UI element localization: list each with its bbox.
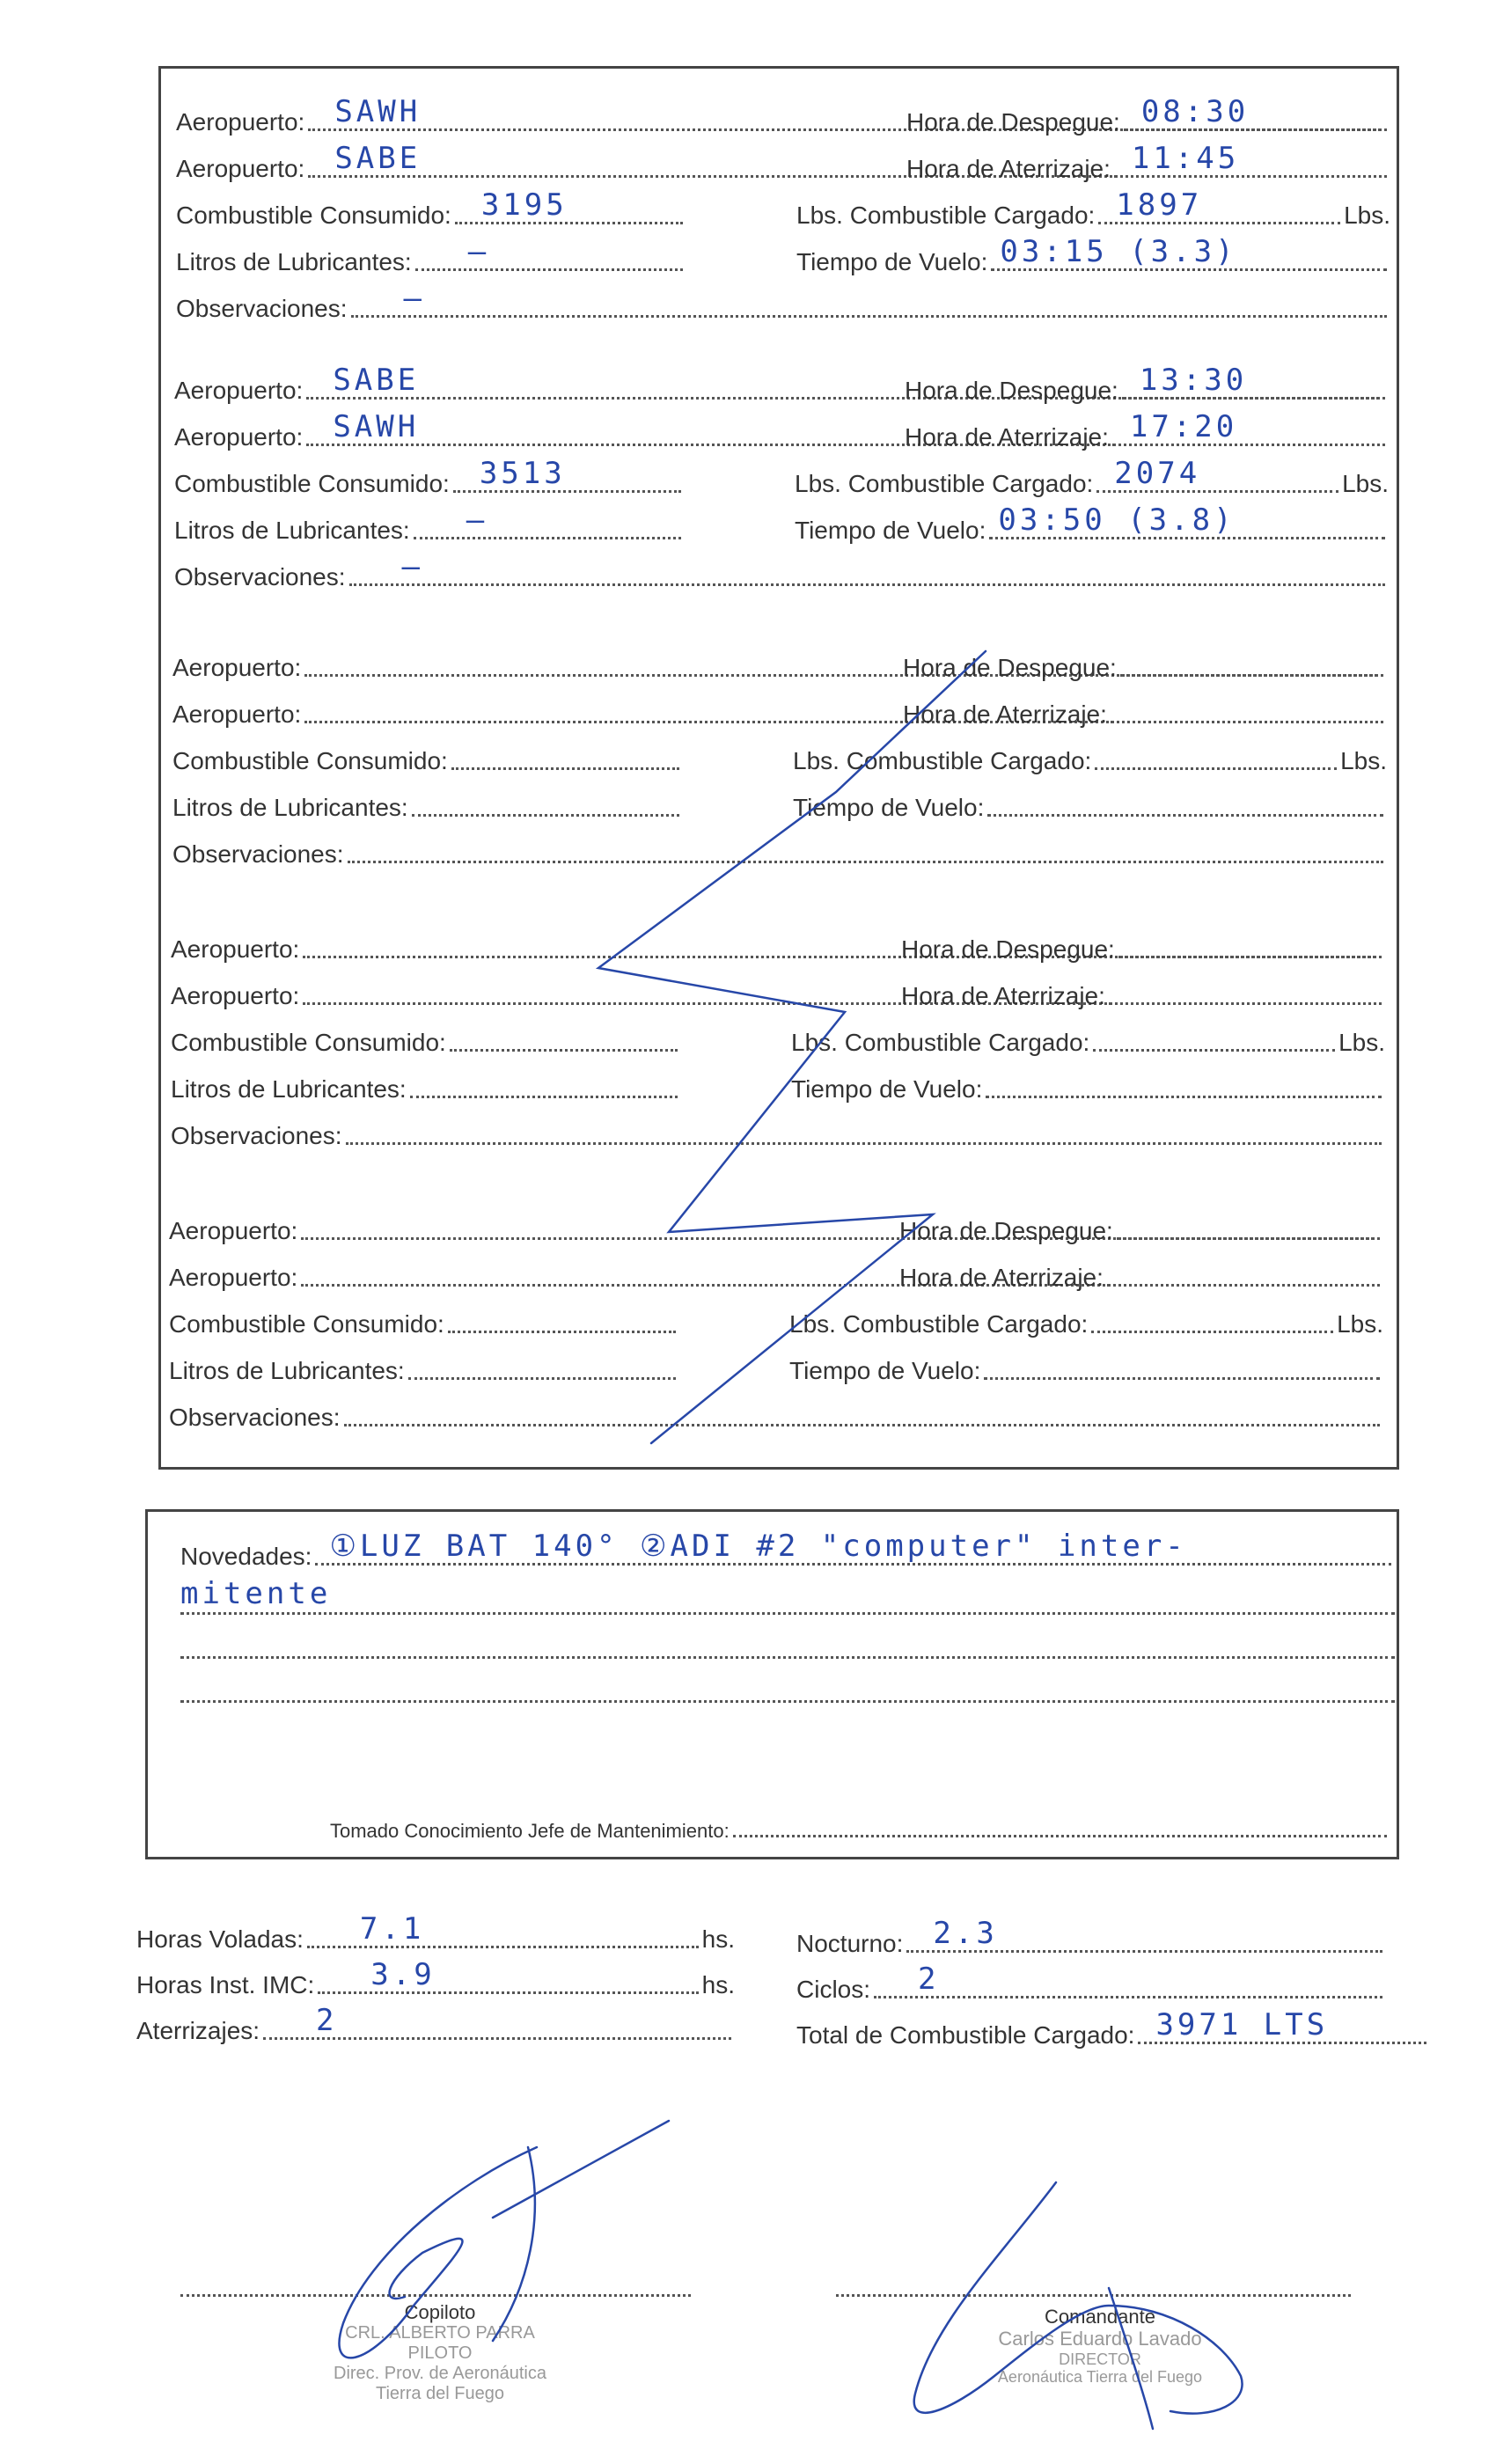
observaciones-label: Observaciones:: [169, 1404, 341, 1431]
observaciones-field[interactable]: —: [401, 549, 424, 584]
novedades-line-2[interactable]: [180, 1576, 1395, 1615]
copiloto-label: Copiloto: [404, 2301, 476, 2323]
tiempo-vuelo-label: Tiempo de Vuelo:: [793, 794, 985, 821]
litros-lubricantes-field[interactable]: —: [466, 502, 488, 538]
observaciones-label: Observaciones:: [174, 563, 346, 590]
horas-voladas-unit: hs.: [701, 1925, 735, 1953]
aeropuerto-label: Aeropuerto:: [174, 423, 304, 451]
jefe-mantenimiento-label: Tomado Conocimiento Jefe de Mantenimiento:: [330, 1820, 730, 1842]
total-combustible-value[interactable]: 3971 LTS: [1155, 2007, 1329, 2042]
aeropuerto-label: Aeropuerto:: [171, 982, 300, 1009]
aeropuerto-label: Aeropuerto:: [176, 155, 305, 182]
ciclos-label: Ciclos:: [796, 1976, 871, 2003]
total-combustible-label: Total de Combustible Cargado:: [796, 2021, 1135, 2049]
leg-1-hora-aterrizaje-row: [906, 141, 1390, 183]
leg-4-hora-despegue-row: [901, 928, 1385, 964]
hora-despegue-label: Hora de Despegue:: [899, 1217, 1113, 1244]
leg-1-litros-lubricantes-row: [176, 234, 686, 276]
hora-despegue-label: Hora de Despegue:: [903, 654, 1117, 681]
lbs-unit-label: Lbs.: [1338, 1029, 1385, 1056]
novedades-line2: mitente: [180, 1576, 332, 1611]
novedades-line-3[interactable]: [180, 1624, 1395, 1659]
observaciones-label: Observaciones:: [171, 1122, 342, 1149]
comandante-stamp-3: Aeronáutica Tierra del Fuego: [997, 2368, 1203, 2387]
horas-imc-row: [136, 1957, 735, 1999]
nocturno-row: [796, 1916, 1386, 1958]
novedades-row: [180, 1529, 1395, 1571]
horas-imc-unit: hs.: [701, 1971, 735, 1998]
hora-aterrizaje-label: Hora de Aterrizaje:: [899, 1264, 1104, 1291]
aterrizajes-row: [136, 2003, 735, 2045]
comandante-block: [915, 2306, 1285, 2387]
hora-aterrizaje-label: Hora de Aterrizaje:: [905, 423, 1109, 451]
combustible-consumido-label: Combustible Consumido:: [169, 1310, 444, 1338]
tiempo-vuelo-label: Tiempo de Vuelo:: [796, 248, 988, 275]
novedades-line1[interactable]: ①LUZ BAT 140° ②ADI #2 "computer" inter-: [329, 1529, 1187, 1564]
combustible-consumido-label: Combustible Consumido:: [171, 1029, 446, 1056]
litros-lubricantes-label: Litros de Lubricantes:: [176, 248, 412, 275]
aeropuerto-label: Aeropuerto:: [169, 1217, 298, 1244]
aeropuerto-label: Aeropuerto:: [171, 935, 300, 963]
leg-4-litros-lubricantes-row: [171, 1068, 681, 1104]
lbs-combustible-cargado-field[interactable]: 1897: [1116, 187, 1203, 223]
novedades-label: Novedades:: [180, 1543, 312, 1570]
hora-aterrizaje-label: Hora de Aterrizaje:: [903, 700, 1107, 728]
lbs-combustible-cargado-label: Lbs. Combustible Cargado:: [791, 1029, 1090, 1056]
leg-4-combustible-cargado-row: [791, 1022, 1385, 1057]
horas-imc-value[interactable]: 3.9: [370, 1957, 436, 1992]
combustible-consumido-label: Combustible Consumido:: [176, 202, 451, 229]
hora-aterrizaje-label: Hora de Aterrizaje:: [901, 982, 1105, 1009]
aeropuerto-label: Aeropuerto:: [174, 377, 304, 404]
hora-aterrizaje-field[interactable]: 11:45: [1131, 141, 1240, 176]
leg-5-litros-lubricantes-row: [169, 1350, 679, 1385]
hora-aterrizaje-field[interactable]: 17:20: [1129, 409, 1238, 444]
leg-5-combustible-consumido-row: [169, 1303, 679, 1338]
tiempo-vuelo-field[interactable]: 03:15 (3.3): [1000, 234, 1237, 269]
lbs-unit-label: Lbs.: [1344, 202, 1390, 229]
leg-1-combustible-cargado-row: [796, 187, 1390, 230]
litros-lubricantes-label: Litros de Lubricantes:: [169, 1357, 405, 1384]
leg-2-hora-despegue-row: [905, 363, 1389, 405]
litros-lubricantes-label: Litros de Lubricantes:: [172, 794, 408, 821]
copiloto-block: [264, 2301, 616, 2404]
hora-despegue-label: Hora de Despegue:: [905, 377, 1118, 404]
leg-4-combustible-consumido-row: [171, 1022, 681, 1057]
leg-4-hora-aterrizaje-row: [901, 975, 1385, 1010]
comandante-stamp-1: Carlos Eduardo Lavado: [998, 2328, 1202, 2350]
copiloto-signature-line[interactable]: [180, 2292, 691, 2297]
litros-lubricantes-label: Litros de Lubricantes:: [171, 1075, 407, 1103]
leg-2-observaciones-row: [174, 549, 1389, 591]
horas-voladas-value[interactable]: 7.1: [359, 1911, 425, 1947]
nocturno-value[interactable]: 2.3: [933, 1916, 998, 1951]
leg-1-hora-despegue-row: [906, 94, 1390, 136]
copiloto-stamp-3: Direc. Prov. de Aeronáutica: [334, 2364, 546, 2384]
leg-4-observaciones-row: [171, 1115, 1385, 1150]
leg-2-tiempo-vuelo-row: [795, 502, 1389, 545]
aeropuerto-label: Aeropuerto:: [172, 654, 302, 681]
aeropuerto-field[interactable]: SAWH: [333, 409, 420, 444]
leg-5-hora-despegue-row: [899, 1210, 1383, 1245]
lbs-combustible-cargado-label: Lbs. Combustible Cargado:: [795, 470, 1094, 497]
leg-2-combustible-consumido-row: [174, 456, 685, 498]
lbs-unit-label: Lbs.: [1340, 747, 1387, 774]
horas-voladas-row: [136, 1911, 735, 1954]
leg-2-hora-aterrizaje-row: [905, 409, 1389, 451]
observaciones-label: Observaciones:: [172, 840, 344, 868]
leg-3-hora-despegue-row: [903, 647, 1387, 682]
leg-5-tiempo-vuelo-row: [789, 1350, 1383, 1385]
aeropuerto-field[interactable]: SABE: [333, 363, 420, 398]
horas-voladas-label: Horas Voladas:: [136, 1925, 304, 1953]
aeropuerto-field[interactable]: SAWH: [334, 94, 422, 129]
leg-4-tiempo-vuelo-row: [791, 1068, 1385, 1104]
combustible-consumido-field[interactable]: 3195: [480, 187, 568, 223]
copiloto-stamp-2: PILOTO: [407, 2343, 473, 2364]
combustible-consumido-label: Combustible Consumido:: [174, 470, 450, 497]
tiempo-vuelo-field[interactable]: 03:50 (3.8): [998, 502, 1236, 538]
leg-3-litros-lubricantes-row: [172, 787, 683, 822]
litros-lubricantes-field[interactable]: —: [467, 234, 490, 269]
aterrizajes-label: Aterrizajes:: [136, 2017, 260, 2044]
comandante-label: Comandante: [1045, 2306, 1155, 2328]
tiempo-vuelo-label: Tiempo de Vuelo:: [795, 517, 986, 544]
lbs-combustible-cargado-label: Lbs. Combustible Cargado:: [796, 202, 1096, 229]
combustible-consumido-label: Combustible Consumido:: [172, 747, 448, 774]
lbs-combustible-cargado-label: Lbs. Combustible Cargado:: [789, 1310, 1089, 1338]
combustible-consumido-field[interactable]: 3513: [479, 456, 566, 491]
comandante-signature-line[interactable]: [836, 2292, 1351, 2297]
leg-2-combustible-cargado-row: [795, 456, 1389, 498]
leg-1-observaciones-row: [176, 281, 1390, 323]
jefe-mantenimiento-row: [330, 1813, 1390, 1843]
hora-aterrizaje-label: Hora de Aterrizaje:: [906, 155, 1111, 182]
hora-despegue-field[interactable]: 08:30: [1140, 94, 1250, 129]
leg-3-tiempo-vuelo-row: [793, 787, 1387, 822]
copiloto-stamp-1: CRL. ALBERTO PARRA: [345, 2323, 535, 2343]
leg-5-combustible-cargado-row: [789, 1303, 1383, 1338]
nocturno-label: Nocturno:: [796, 1930, 904, 1957]
lbs-combustible-cargado-label: Lbs. Combustible Cargado:: [793, 747, 1092, 774]
hora-despegue-label: Hora de Despegue:: [906, 108, 1120, 136]
observaciones-field[interactable]: —: [403, 281, 426, 316]
ciclos-row: [796, 1962, 1386, 2004]
leg-3-observaciones-row: [172, 833, 1387, 869]
aeropuerto-label: Aeropuerto:: [172, 700, 302, 728]
leg-5-hora-aterrizaje-row: [899, 1257, 1383, 1292]
hora-despegue-label: Hora de Despegue:: [901, 935, 1115, 963]
horas-imc-label: Horas Inst. IMC:: [136, 1971, 315, 1998]
copiloto-stamp-4: Tierra del Fuego: [376, 2384, 504, 2404]
leg-3-combustible-consumido-row: [172, 740, 683, 775]
lbs-unit-label: Lbs.: [1337, 1310, 1383, 1338]
novedades-line-4[interactable]: [180, 1668, 1395, 1703]
lbs-unit-label: Lbs.: [1342, 470, 1389, 497]
tiempo-vuelo-label: Tiempo de Vuelo:: [791, 1075, 983, 1103]
leg-1-tiempo-vuelo-row: [796, 234, 1390, 276]
leg-1-combustible-consumido-row: [176, 187, 686, 230]
tiempo-vuelo-label: Tiempo de Vuelo:: [789, 1357, 981, 1384]
aterrizajes-value[interactable]: 2: [316, 2003, 338, 2038]
jefe-mantenimiento-field[interactable]: [733, 1834, 1387, 1837]
aeropuerto-label: Aeropuerto:: [176, 108, 305, 136]
total-combustible-row: [796, 2007, 1430, 2050]
ciclos-value[interactable]: 2: [918, 1962, 940, 1997]
leg-5-observaciones-row: [169, 1397, 1383, 1432]
litros-lubricantes-label: Litros de Lubricantes:: [174, 517, 410, 544]
aeropuerto-label: Aeropuerto:: [169, 1264, 298, 1291]
comandante-stamp-2: DIRECTOR: [1059, 2350, 1141, 2368]
hora-despegue-field[interactable]: 13:30: [1139, 363, 1248, 398]
aeropuerto-field[interactable]: SABE: [334, 141, 422, 176]
leg-3-hora-aterrizaje-row: [903, 693, 1387, 729]
lbs-combustible-cargado-field[interactable]: 2074: [1114, 456, 1201, 491]
leg-2-litros-lubricantes-row: [174, 502, 685, 545]
observaciones-label: Observaciones:: [176, 295, 348, 322]
leg-3-combustible-cargado-row: [793, 740, 1387, 775]
